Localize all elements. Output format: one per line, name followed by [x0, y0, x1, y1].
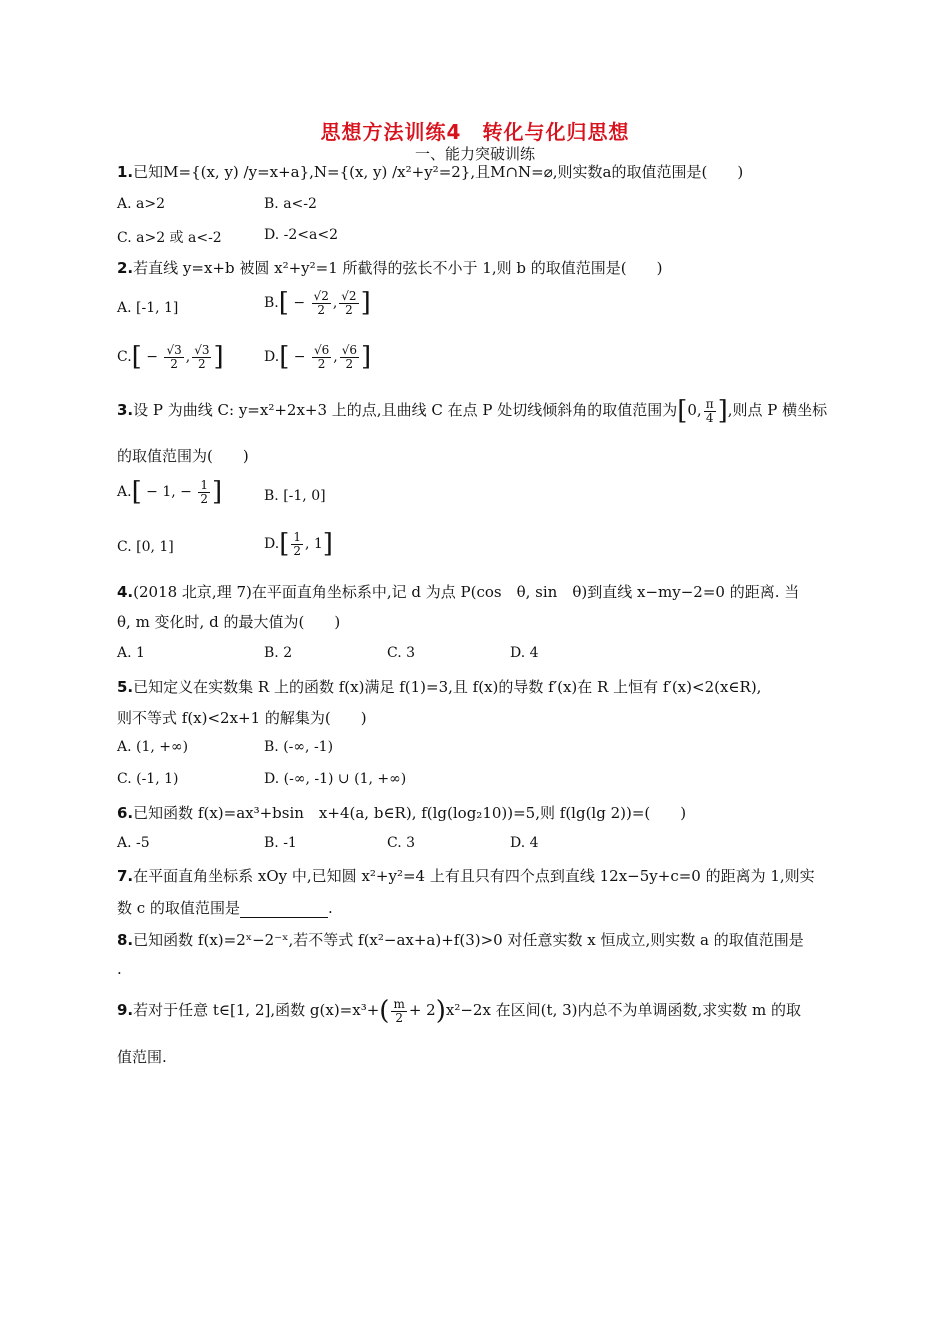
question-5-stem — [117, 676, 761, 697]
question-7-stem-continued — [117, 897, 333, 918]
question-number: 1. — [117, 163, 134, 181]
numerator: √3 — [194, 342, 210, 357]
option-c: C. 3 — [387, 645, 416, 661]
question-3-stem-continued: 的取值范围为( ) — [117, 447, 249, 465]
question-8-answer-line: . — [117, 960, 122, 978]
option-b: B. [-1, 0] — [264, 488, 326, 504]
range-end: , 1 — [304, 536, 323, 552]
denominator: 2 — [293, 543, 301, 558]
denominator: 2 — [345, 356, 354, 371]
question-text: x²−2x 在区间(t, 3)内总不为单调函数,求实数 m 的取 — [445, 1001, 802, 1019]
option-a: A. (1, +∞) — [117, 739, 189, 755]
question-text: (2018 北京,理 7)在平面直角坐标系中,记 d 为点 P(cos θ, sin θ)到直线 x−my−2=0 的距离. 当 — [133, 583, 800, 601]
fraction — [339, 290, 358, 317]
fraction — [312, 344, 331, 371]
question-text: 若对于任意 t∈[1, 2],函数 g(x)=x³+ — [133, 1001, 380, 1019]
option-a: A. [-1, 1] — [117, 300, 179, 316]
question-text: 若直线 y=x+b 被圆 x²+y²=1 所截得的弦长不小于 1,则 b 的取值范围是( ) — [133, 259, 663, 277]
option-d: D.[ − $\frac{√6}{2}$ , $\frac{√6}{2}$ ] — [264, 342, 372, 372]
option-label: C. — [117, 349, 132, 365]
range-start: − 1, − — [146, 484, 192, 500]
numerator: m — [393, 996, 405, 1011]
option-c: C. 3 — [387, 835, 416, 851]
option-c: C. a>2 或 a<-2 — [117, 230, 222, 246]
option-a: A. 1 — [117, 645, 145, 661]
option-a: A.[ − 1, − $\frac{1}{2}$ ] — [117, 477, 223, 507]
question-text: 已知函数 f(x)=ax³+bsin x+4(a, b∈R), f(lg(log₂10))=5,则 f(lg(lg 2))=( ) — [133, 804, 687, 822]
question-number: 2. — [117, 259, 134, 277]
option-b: B. 2 — [264, 645, 293, 661]
question-text: 在平面直角坐标系 xOy 中,已知圆 x²+y²=4 上有且只有四个点到直线 12x−5y+c=0 的距离为 1,则实 — [133, 867, 815, 885]
denominator: 2 — [395, 1010, 403, 1025]
question-4-stem-continued: θ, m 变化时, d 的最大值为( ) — [117, 613, 341, 631]
question-number: 6. — [117, 804, 134, 822]
section-heading: 一、能力突破训练 — [414, 145, 535, 163]
minus-sign: − — [146, 349, 159, 365]
question-5-stem-continued: 则不等式 f(x)<2x+1 的解集为( ) — [117, 709, 367, 727]
question-text: 已知函数 f(x)=2ˣ−2⁻ˣ,若不等式 f(x²−ax+a)+f(3)>0 对任意实数 x 恒成立,则实数 a 的取值范围是 — [133, 931, 804, 949]
question-number: 8. — [117, 931, 134, 949]
option-c: C. [0, 1] — [117, 539, 174, 555]
numerator: 1 — [293, 529, 301, 544]
option-d: D. -2<a<2 — [264, 227, 338, 243]
denominator: 2 — [317, 356, 326, 371]
fraction — [340, 344, 359, 371]
question-number: 5. — [117, 678, 134, 696]
fraction — [291, 531, 303, 558]
denominator: 2 — [170, 356, 178, 371]
fraction — [192, 344, 211, 371]
numerator: √2 — [313, 288, 329, 303]
numerator: π — [705, 396, 714, 411]
range-start: 0, — [687, 401, 702, 419]
option-c: C. (-1, 1) — [117, 771, 179, 787]
option-d: D. 4 — [510, 835, 539, 851]
numerator: √2 — [341, 288, 357, 303]
question-9-stem-continued: 值范围. — [117, 1048, 167, 1066]
fraction — [704, 398, 716, 425]
question-number: 4. — [117, 583, 134, 601]
question-text: ,则点 P 横坐标 — [727, 401, 828, 419]
constant-term: + 2 — [408, 1001, 436, 1019]
minus-sign: − — [293, 349, 306, 365]
denominator: 2 — [198, 356, 206, 371]
question-7-stem — [117, 865, 815, 886]
question-text: 已知定义在实数集 R 上的函数 f(x)满足 f(1)=3,且 f(x)的导数 f′(x)在 R 上恒有 f′(x)<2(x∈R), — [133, 678, 762, 696]
option-label: D. — [264, 349, 280, 365]
question-number: 9. — [117, 1001, 134, 1019]
option-label: B. — [264, 295, 279, 311]
question-8-stem — [117, 929, 804, 950]
question-9-stem: 9.若对于任意 t∈[1, 2],函数 g(x)=x³+( $\frac{m}{2}$ + 2)x²−2x 在区间(t, 3)内总不为单调函数,求实数 m 的取 — [117, 996, 802, 1026]
period: . — [327, 899, 333, 917]
option-c: C.[ − $\frac{√3}{2}$ , $\frac{√3}{2}$ ] — [117, 342, 224, 372]
option-d: D.[ $\frac{1}{2}$ , 1] — [264, 529, 333, 559]
question-text: 数 c 的取值范围是 — [117, 899, 240, 917]
option-d: D. 4 — [510, 645, 539, 661]
option-b: B. -1 — [264, 835, 297, 851]
option-label: D. — [264, 536, 280, 552]
numerator: √6 — [313, 342, 330, 357]
numerator: 1 — [200, 477, 208, 492]
fraction — [312, 290, 331, 317]
option-a: A. -5 — [117, 835, 150, 851]
numerator: √6 — [341, 342, 357, 357]
question-text: 设 P 为曲线 C: y=x²+2x+3 上的点,且曲线 C 在点 P 处切线倾斜角的取值范围为 — [133, 401, 678, 419]
question-4-stem — [117, 581, 799, 602]
fraction — [198, 479, 210, 506]
question-6-stem — [117, 802, 686, 823]
fraction — [164, 344, 183, 371]
question-text: 已知M={(x, y) /y=x+a},N={(x, y) /x²+y²=2},且M∩N=⌀,则实数a的取值范围是( ) — [133, 163, 744, 181]
option-a: A. a>2 — [117, 196, 165, 212]
option-d: D. (-∞, -1) ∪ (1, +∞) — [264, 771, 407, 787]
answer-blank[interactable] — [240, 903, 328, 918]
denominator: 2 — [345, 302, 353, 317]
denominator: 2 — [317, 302, 325, 317]
question-2-stem — [117, 257, 662, 278]
page-title: 思想方法训练4 转化与化归思想 — [320, 120, 630, 144]
question-3-stem: 3.设 P 为曲线 C: y=x²+2x+3 上的点,且曲线 C 在点 P 处切线倾斜角的取值范围为[0, $\frac{\pi}{4}$ ],则点 P 横坐标 — [117, 396, 828, 426]
question-1-stem — [117, 161, 743, 182]
question-number: 3. — [117, 401, 134, 419]
option-b: B. a<-2 — [264, 196, 317, 212]
option-label: A. — [117, 484, 132, 500]
numerator: √3 — [166, 342, 182, 357]
option-b: B. (-∞, -1) — [264, 739, 334, 755]
denominator: 4 — [705, 410, 714, 425]
minus-sign: − — [293, 295, 306, 311]
question-number: 7. — [117, 867, 134, 885]
denominator: 2 — [200, 491, 208, 506]
fraction — [391, 998, 406, 1025]
option-b: B.[ − $\frac{√2}{2}$ , $\frac{√2}{2}$ ] — [264, 288, 371, 318]
